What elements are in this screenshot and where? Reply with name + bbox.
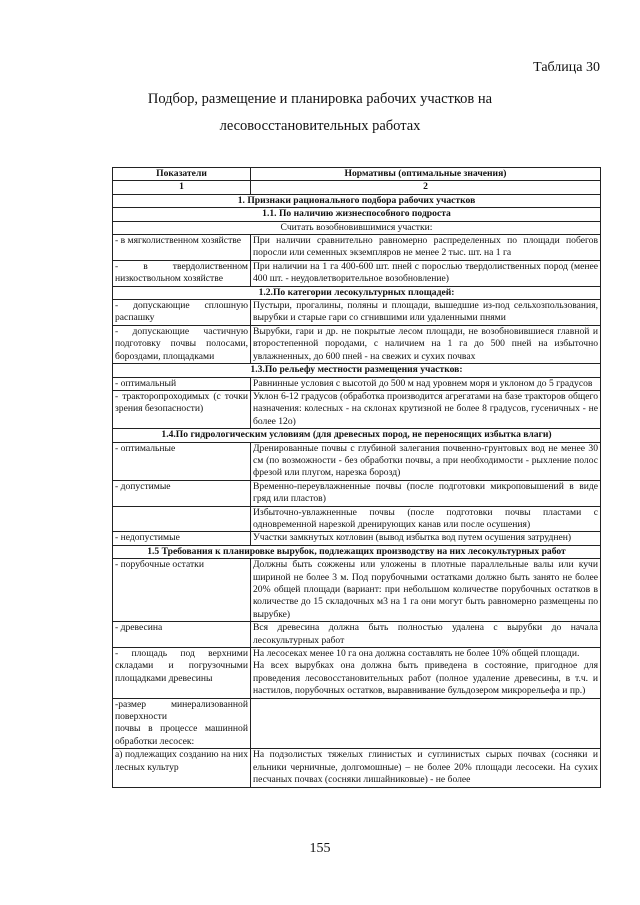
norm-cell: Дренированные почвы с глубиной залегания почвенно-грунтовых вод не менее 30 см (по возможности - без обработки почвы, а при необходимости - рыхление полос фрезой или плугом, нарезка борозд): [251, 442, 601, 480]
indicator-cell: - недопустимые: [113, 532, 251, 545]
norm-cell: Временно-переувлажненные почвы (после подготовки микроповышений в виде гряд или пластов): [251, 480, 601, 506]
table-row: [113, 325, 601, 363]
table-row: [113, 480, 601, 506]
table-row: [113, 300, 601, 326]
column-number-1: 1: [113, 181, 251, 194]
indicator-cell: а) подлежащих созданию на них лесных культур: [113, 749, 251, 787]
page-title-line-1: Подбор, размещение и планировка рабочих участков на: [147, 91, 493, 107]
indicator-cell: - в мягколиственном хозяйстве: [113, 235, 251, 261]
table-row: [113, 377, 601, 390]
norm-cell: На подзолистых тяжелых глинистых и суглинистых сырых почвах (сосняки и ельники черничные, долгомошные) – не более 20% площади лесосеки. На сухих песчаных почвах (сосняки лишайниковые) - не более: [251, 749, 601, 787]
table-row: [113, 698, 601, 749]
table-row: [113, 559, 601, 622]
indicator-cell: [113, 506, 251, 532]
subnote: Считать возобновившимися участки:: [113, 221, 601, 234]
section-heading: 1.2.По категории лесокультурных площадей:: [113, 286, 601, 299]
subnote-row: [113, 221, 601, 234]
norm-cell: Вырубки, гари и др. не покрытые лесом площади, не возобновившиеся главной и второстепенной породами, с наличием на 1 га до 500 пней на избыточно увлажненных, до 600 пней - на свежих и сухих почвах: [251, 325, 601, 363]
section-heading: 1.3.По рельефу местности размещения участков:: [113, 364, 601, 377]
table-number-row: [113, 181, 601, 194]
section-heading-row: [113, 208, 601, 221]
norms-table-body: [113, 168, 601, 788]
table-row: [113, 390, 601, 428]
section-heading: 1. Признаки рационального подбора рабочих участков: [113, 194, 601, 207]
indicator-cell: - допустимые: [113, 480, 251, 506]
indicator-cell: - допускающие сплошную распашку: [113, 300, 251, 326]
norm-cell: Вся древесина должна быть полностью удалена с вырубки до начала лесокультурных работ: [251, 622, 601, 648]
table-row: [113, 260, 601, 286]
table-row: [113, 749, 601, 787]
table-row: [113, 442, 601, 480]
table-row: [113, 506, 601, 532]
indicator-cell: - оптимальный: [113, 377, 251, 390]
norm-cell: При наличии на 1 га 400-600 шт. пней с порослью твердолиственных пород (менее 400 шт. - неудовлетворительное возобновление): [251, 260, 601, 286]
page-title-line-2: лесовосстановительных работах: [219, 118, 421, 134]
norm-cell: Участки замкнутых котловин (вывод избытка вод путем осушения затруднен): [251, 532, 601, 545]
indicator-cell: - допускающие частичную подготовку почвы полосами, бороздами, площадками: [113, 325, 251, 363]
indicator-cell: - порубочные остатки: [113, 559, 251, 622]
header-norms: Нормативы (оптимальные значения): [251, 168, 601, 181]
norms-table: [112, 167, 601, 788]
norm-cell: Пустыри, прогалины, поляны и площади, вышедшие из-под сельхозпользования, вырубки и старые гари со сгнившими или удаленными пнями: [251, 300, 601, 326]
table-row: [113, 648, 601, 699]
indicator-cell: - оптимальные: [113, 442, 251, 480]
section-heading: 1.4.По гидрологическим условиям (для древесных пород, не переносящих избытка влаги): [113, 429, 601, 442]
table-row: [113, 532, 601, 545]
norm-cell: Избыточно-увлажненные почвы (после подготовки почвы пластами с одновременной нарезкой дренирующих канав или после осушения): [251, 506, 601, 532]
section-heading: 1.1. По наличию жизнеспособного подроста: [113, 208, 601, 221]
norm-cell: На лесосеках менее 10 га она должна составлять не более 10% общей площади. На всех вырубках она должна быть приведена в состояние, пригодное для проведения лесовосстановительных работ (полное удаление древесины, в т.ч. и настилов, порубочных остатков, выравнивание бульдозером микрорельефа и пр.): [251, 648, 601, 699]
norms-table-container: [112, 167, 600, 788]
table-row: [113, 622, 601, 648]
header-indicators: Показатели: [113, 168, 251, 181]
norm-cell: Равнинные условия с высотой до 500 м над уровнем моря и уклоном до 5 градусов: [251, 377, 601, 390]
indicator-cell: - площадь под верхними складами и погрузочными площадками древесины: [113, 648, 251, 699]
norm-cell: При наличии сравнительно равномерно распределенных по площади побегов поросли или семенных экземпляров не менее 2 тыс. шт. на 1 га: [251, 235, 601, 261]
indicator-cell: -размер минерализованной поверхности почвы в процессе машинной обработки лесосек:: [113, 698, 251, 749]
indicator-cell: - тракторопроходимых (с точки зрения безопасности): [113, 390, 251, 428]
section-heading-row: [113, 429, 601, 442]
section-heading: 1.5 Требования к планировке вырубок, подлежащих производству на них лесокультурных работ: [113, 545, 601, 558]
table-number: Таблица 30: [533, 60, 600, 75]
norm-cell: Уклон 6-12 градусов (обработка производится агрегатами на базе тракторов общего назначения: колесных - на склонах крутизной не более 8 градусов, гусеничных - не более 12о): [251, 390, 601, 428]
table-header-row: [113, 168, 601, 181]
table-row: [113, 235, 601, 261]
column-number-2: 2: [251, 181, 601, 194]
indicator-cell: - в твердолиственном низкоствольном хозяйстве: [113, 260, 251, 286]
section-heading-row: [113, 545, 601, 558]
norm-cell: [251, 698, 601, 749]
section-heading-row: [113, 194, 601, 207]
section-heading-row: [113, 364, 601, 377]
section-heading-row: [113, 286, 601, 299]
indicator-cell: - древесина: [113, 622, 251, 648]
page-number: 155: [309, 841, 331, 856]
norm-cell: Должны быть сожжены или уложены в плотные параллельные валы или кучи шириной не более 3 м. Под порубочными остатками должно быть занято не более 20% общей площади (вариант: при небольшом количестве порубочных остатков в количестве до 15 складочных м3 на 1 га они могут быть равномерно размещены по вырубке): [251, 559, 601, 622]
